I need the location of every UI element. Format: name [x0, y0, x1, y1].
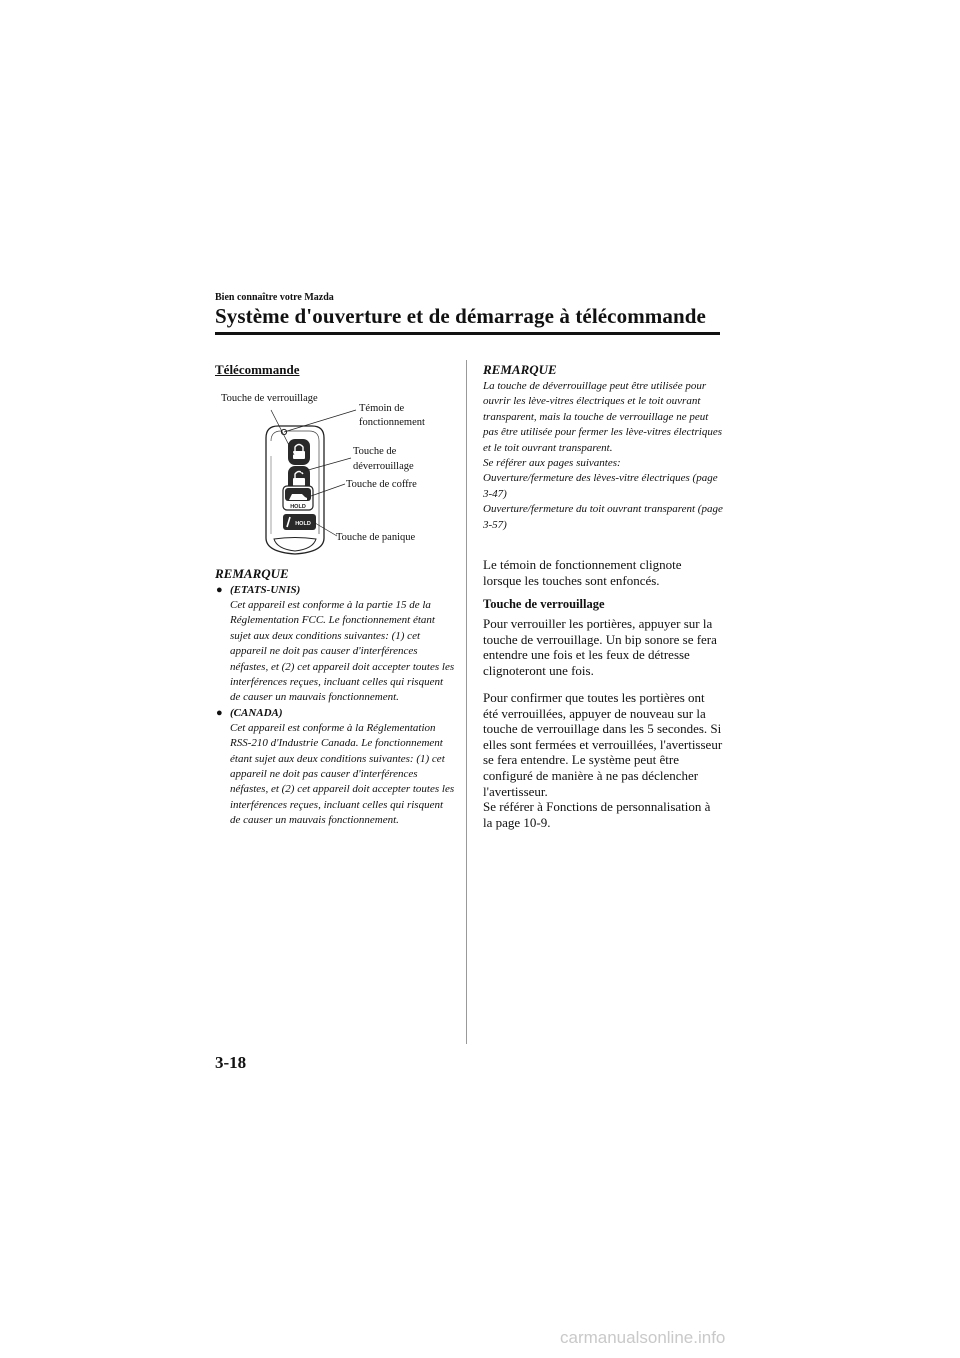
breadcrumb: Bien connaître votre Mazda — [215, 292, 334, 303]
bullet-icon: ● — [216, 706, 223, 719]
panic-hold-text: HOLD — [295, 521, 311, 527]
note-right — [483, 362, 723, 533]
watermark: carmanualsonline.info — [560, 1328, 726, 1347]
note-heading: REMARQUE — [483, 362, 557, 377]
note-left — [215, 566, 455, 829]
section-heading: Télécommande — [215, 362, 300, 377]
note-item — [215, 706, 455, 829]
page-title: Système d'ouverture et de démarrage à télécommande — [215, 304, 706, 328]
title-rule — [215, 332, 720, 335]
lock-paragraph-1: Pour verrouiller les portières, appuyer sur la touche de verrouillage. Un bip sonore se fera entendre une fois et les feux de détresse clignoteront une fois. — [483, 616, 717, 678]
label-indicator-line1: Témoin de — [359, 403, 405, 414]
label-unlock-line2: déverrouillage — [353, 461, 414, 472]
note-item-body: Cet appareil est conforme à la Réglementation RSS-210 d'Industrie Canada. Le fonctionnement étant sujet aux deux conditions suivantes: (1) cet appareil ne doit pas causer d'interférences néfastes, et (2) cet appareil doit accepter toutes les interférences reçues, incluant celles qui risquent de causer un mauvais fonctionnement. — [230, 721, 455, 827]
bullet-icon: ● — [216, 584, 223, 596]
note-item-body: Cet appareil est conforme à la partie 15 de la Réglementation FCC. Le fonctionnement étant sujet aux deux conditions suivantes: (1) cet appareil ne doit pas causer d'interférences néfastes, et (2) cet appareil doit accepter toutes les interférences reçues, incluant celles qui risquent de causer un mauvais fonctionnement. — [230, 599, 455, 704]
label-lock-button: Touche de verrouillage — [221, 393, 318, 404]
trunk-hold-text: HOLD — [290, 504, 306, 510]
label-indicator-line2: fonctionnement — [359, 417, 425, 428]
page-number: 3-18 — [215, 1053, 247, 1072]
note-item — [215, 583, 455, 706]
note-item-title: (CANADA) — [230, 706, 283, 719]
label-panic: Touche de panique — [336, 532, 416, 543]
label-unlock-line1: Touche de — [353, 446, 397, 457]
column-divider — [466, 360, 467, 1044]
label-trunk: Touche de coffre — [346, 479, 417, 490]
note-item-title: (ETATS-UNIS) — [230, 584, 301, 596]
note-heading: REMARQUE — [215, 566, 289, 581]
lock-paragraph-2: Pour confirmer que toutes les portières ont été verrouillées, appuyer de nouveau sur la touche de verrouillage dans les 5 secondes. Si elles sont fermées et verrouillées, l'avertisseur se fera entendre. Le système peut être configuré de manière à ne pas déclencher l'avertisseur. Se référer à Fonctions de personnalisation à la page 10-9. — [483, 690, 723, 830]
key-fob-illustration — [215, 386, 465, 561]
lock-heading: Touche de verrouillage — [483, 597, 605, 611]
indicator-paragraph: Le témoin de fonctionnement clignote lorsque les touches sont enfoncés. — [483, 557, 682, 588]
note-text: La touche de déverrouillage peut être utilisée pour ouvrir les lève-vitres électriques et le toit ouvrant transparent, mais la touche de verrouillage ne peut pas être utilisée pour fermer les lève-vitres électriques et le toit ouvrant transparent. Se référer aux pages suivantes: Ouverture/fermeture des lèves-vitre électriques (page 3-47) Ouverture/fermeture du toit ouvrant transparent (page 3-57) — [483, 380, 723, 531]
